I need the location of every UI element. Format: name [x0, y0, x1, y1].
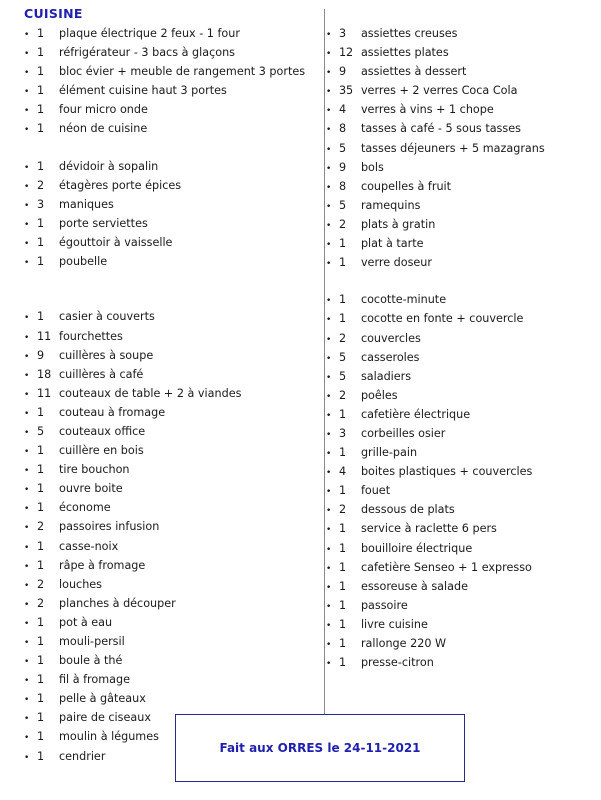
list-item	[24, 557, 308, 576]
item-label: cuillères à café	[59, 367, 144, 381]
item-quantity: 2	[37, 577, 45, 591]
item-label: essoreuse à salade	[360, 579, 468, 593]
item-quantity: 1	[37, 46, 45, 60]
item-quantity: 8	[338, 179, 347, 193]
list-item	[24, 158, 308, 177]
item-quantity: 5	[37, 424, 45, 438]
list-item	[326, 578, 591, 597]
item-label: râpe à fromage	[59, 558, 146, 572]
bullet-icon: •	[24, 125, 30, 136]
item-quantity: 1	[338, 237, 347, 251]
list-spacer	[24, 272, 308, 290]
item-quantity: 3	[338, 426, 347, 440]
list-item	[24, 347, 308, 366]
item-quantity: 1	[338, 522, 347, 536]
item-quantity: 1	[37, 654, 45, 668]
bullet-icon: •	[325, 506, 332, 517]
item-quantity: 3	[338, 27, 347, 40]
list-item	[326, 349, 591, 368]
list-item	[24, 423, 308, 442]
item-label: verres + 2 verres Coca Cola	[360, 84, 518, 98]
item-quantity: 1	[37, 255, 45, 269]
list-item	[24, 518, 308, 537]
bullet-icon: •	[325, 544, 332, 555]
item-label: plats à gratin	[360, 217, 436, 231]
item-label: bols	[360, 160, 384, 174]
item-label: ramequins	[360, 198, 421, 212]
item-label: ouvre boite	[59, 482, 123, 496]
bullet-icon: •	[24, 351, 30, 362]
list-item	[326, 540, 591, 559]
item-quantity: 1	[37, 159, 45, 173]
list-item	[326, 368, 591, 387]
list-item	[326, 216, 591, 235]
list-item	[24, 480, 308, 499]
bullet-icon: •	[325, 30, 332, 40]
item-label: fourchettes	[59, 329, 123, 343]
item-label: assiettes à dessert	[360, 65, 467, 79]
bullet-icon: •	[325, 449, 332, 460]
item-quantity: 1	[338, 293, 347, 307]
item-quantity: 1	[37, 635, 45, 648]
item-label: poubelle	[59, 255, 108, 269]
item-label: verres à vins + 1 chope	[360, 103, 494, 117]
list-item	[24, 538, 308, 557]
item-label: casier à couverts	[59, 310, 155, 324]
bullet-icon: •	[325, 49, 332, 60]
bullet-icon: •	[24, 599, 30, 610]
item-label: dessous de plats	[360, 503, 455, 517]
right-item-list	[326, 25, 591, 673]
bullet-icon: •	[325, 68, 332, 79]
bullet-icon: •	[24, 200, 30, 211]
list-item	[326, 635, 591, 654]
list-item	[326, 254, 591, 273]
list-item	[24, 633, 308, 652]
item-label: couteaux de table + 2 à viandes	[59, 386, 242, 400]
list-item	[326, 159, 591, 178]
list-item	[326, 559, 591, 578]
list-item	[326, 63, 591, 82]
item-label: boule à thé	[59, 654, 123, 668]
item-label: cuillère en bois	[59, 444, 144, 458]
item-quantity: 5	[338, 198, 347, 212]
bullet-icon: •	[24, 485, 30, 496]
item-quantity: 1	[37, 310, 45, 324]
item-quantity: 1	[37, 749, 45, 763]
item-quantity: 3	[37, 197, 45, 211]
item-quantity: 1	[338, 541, 347, 555]
list-item	[24, 366, 308, 385]
list-item	[326, 101, 591, 120]
item-label: poêles	[360, 388, 398, 402]
item-label: casseroles	[360, 350, 420, 364]
item-label: bouilloire électrique	[360, 541, 473, 555]
item-quantity: 1	[37, 711, 45, 725]
list-item	[326, 25, 591, 44]
bullet-icon: •	[325, 429, 332, 440]
item-quantity: 1	[37, 463, 45, 477]
item-quantity: 5	[338, 350, 347, 364]
item-label: corbeilles osier	[360, 426, 446, 440]
list-item	[24, 595, 308, 614]
item-label: égouttoir à vaisselle	[59, 236, 173, 250]
item-label: étagères porte épices	[59, 178, 182, 192]
bullet-icon: •	[325, 525, 332, 536]
item-quantity: 1	[37, 539, 45, 553]
item-label: passoire	[360, 598, 408, 612]
bullet-icon: •	[325, 640, 332, 650]
bullet-icon: •	[24, 162, 30, 173]
item-label: fil à fromage	[59, 673, 130, 687]
item-label: four micro onde	[59, 103, 148, 117]
item-quantity: 11	[37, 386, 52, 400]
bullet-icon: •	[24, 239, 30, 250]
list-item	[24, 253, 308, 272]
bullet-icon: •	[24, 219, 30, 230]
item-quantity: 1	[338, 598, 347, 612]
item-label: casse-noix	[59, 539, 119, 553]
bullet-icon: •	[24, 408, 30, 419]
bullet-icon: •	[24, 695, 30, 706]
bullet-icon: •	[24, 258, 30, 269]
item-label: couteaux office	[59, 424, 146, 438]
list-item	[326, 120, 591, 139]
bullet-icon: •	[24, 676, 30, 687]
list-item	[24, 196, 308, 215]
bullet-icon: •	[24, 181, 30, 192]
list-item	[24, 461, 308, 480]
left-column	[10, 25, 308, 767]
item-quantity: 5	[338, 141, 347, 155]
item-label: boites plastiques + couvercles	[360, 465, 533, 479]
list-item	[24, 308, 308, 327]
bullet-icon: •	[325, 468, 332, 479]
item-quantity: 2	[338, 503, 347, 517]
item-label: porte serviettes	[59, 216, 148, 230]
left-item-list	[24, 25, 308, 767]
item-quantity: 1	[37, 444, 45, 458]
item-label: fouet	[360, 484, 391, 498]
item-label: verre doseur	[360, 256, 432, 270]
item-quantity: 1	[37, 615, 45, 629]
bullet-icon: •	[24, 733, 30, 744]
bullet-icon: •	[325, 582, 332, 593]
item-label: rallonge 220 W	[360, 637, 447, 650]
right-column	[308, 25, 591, 673]
bullet-icon: •	[24, 657, 30, 668]
item-quantity: 4	[338, 465, 347, 479]
list-item	[326, 82, 591, 101]
item-quantity: 11	[37, 329, 52, 343]
item-quantity: 5	[338, 369, 347, 383]
bullet-icon: •	[325, 601, 332, 612]
bullet-icon: •	[24, 389, 30, 400]
item-label: plat à tarte	[360, 237, 424, 251]
item-label: économe	[59, 501, 111, 515]
list-item	[326, 406, 591, 425]
item-label: cuillères à soupe	[59, 348, 154, 362]
bullet-icon: •	[24, 30, 30, 40]
item-quantity: 2	[338, 388, 347, 402]
item-label: tasses déjeuners + 5 mazagrans	[360, 141, 545, 155]
bullet-icon: •	[24, 580, 30, 591]
item-quantity: 1	[37, 216, 45, 230]
bullet-icon: •	[325, 163, 332, 174]
bullet-icon: •	[24, 638, 30, 648]
item-label: grille-pain	[360, 446, 418, 460]
list-item	[326, 444, 591, 463]
item-label: louches	[59, 577, 102, 591]
bullet-icon: •	[24, 106, 30, 117]
bullet-icon: •	[325, 487, 332, 498]
list-spacer	[24, 140, 308, 158]
page-title: CUISINE	[24, 6, 83, 21]
list-item	[24, 101, 308, 120]
item-label: cocotte-minute	[360, 293, 447, 307]
item-label: plaque électrique 2 feux - 1 four	[59, 27, 240, 40]
item-quantity: 1	[338, 637, 347, 650]
list-item	[24, 499, 308, 518]
list-item	[326, 235, 591, 254]
bullet-icon: •	[325, 182, 332, 193]
bullet-icon: •	[325, 201, 332, 212]
item-label: tire bouchon	[59, 463, 130, 477]
item-quantity: 9	[338, 65, 347, 79]
item-label: planches à découper	[59, 596, 176, 610]
bullet-icon: •	[24, 313, 30, 324]
bullet-icon: •	[325, 259, 332, 270]
bullet-icon: •	[24, 49, 30, 60]
item-label: assiettes creuses	[360, 27, 458, 40]
list-item	[326, 482, 591, 501]
list-item	[24, 385, 308, 404]
bullet-icon: •	[24, 618, 30, 629]
item-quantity: 1	[37, 405, 45, 419]
item-quantity: 9	[338, 160, 347, 174]
item-label: couteau à fromage	[59, 405, 166, 419]
item-label: moulin à légumes	[59, 730, 159, 744]
item-label: passoires infusion	[59, 520, 160, 534]
item-label: bloc évier + meuble de rangement 3 portes	[59, 65, 306, 79]
bullet-icon: •	[24, 447, 30, 458]
list-item	[326, 597, 591, 616]
bullet-icon: •	[325, 391, 332, 402]
item-quantity: 35	[338, 84, 354, 98]
list-item	[24, 671, 308, 690]
item-label: réfrigérateur - 3 bacs à glaçons	[59, 46, 235, 60]
list-item	[24, 44, 308, 63]
item-quantity: 1	[37, 692, 45, 706]
bullet-icon: •	[325, 87, 332, 98]
item-label: mouli-persil	[59, 635, 125, 648]
item-label: paire de ciseaux	[59, 711, 151, 725]
bullet-icon: •	[24, 714, 30, 725]
item-quantity: 1	[37, 558, 45, 572]
item-label: dévidoir à sopalin	[59, 159, 159, 173]
item-quantity: 1	[338, 256, 347, 270]
list-item	[326, 178, 591, 197]
bullet-icon: •	[24, 523, 30, 534]
bullet-icon: •	[325, 220, 332, 231]
bullet-icon: •	[325, 125, 332, 136]
item-quantity: 1	[37, 482, 45, 496]
item-quantity: 1	[338, 579, 347, 593]
list-item	[326, 291, 591, 310]
item-label: assiettes plates	[360, 46, 449, 60]
item-quantity: 1	[338, 560, 347, 574]
list-item	[326, 387, 591, 406]
bullet-icon: •	[325, 144, 332, 155]
bullet-icon: •	[325, 659, 332, 670]
item-quantity: 2	[338, 217, 347, 231]
list-item	[326, 616, 591, 635]
list-item	[24, 404, 308, 423]
bullet-icon: •	[24, 87, 30, 98]
item-label: cafetière Senseo + 1 expresso	[360, 560, 532, 574]
bullet-icon: •	[24, 542, 30, 553]
bullet-icon: •	[325, 106, 332, 117]
bullet-icon: •	[325, 315, 332, 326]
bullet-icon: •	[325, 372, 332, 383]
bullet-icon: •	[24, 427, 30, 438]
list-item	[24, 234, 308, 253]
list-item	[24, 63, 308, 82]
item-quantity: 1	[338, 484, 347, 498]
item-quantity: 18	[37, 367, 52, 381]
item-label: presse-citron	[360, 656, 434, 670]
item-quantity: 1	[37, 673, 45, 687]
item-quantity: 12	[338, 46, 354, 60]
item-quantity: 1	[338, 656, 347, 670]
item-label: maniques	[59, 197, 114, 211]
list-item	[326, 501, 591, 520]
item-quantity: 9	[37, 348, 45, 362]
item-quantity: 1	[338, 407, 347, 421]
list-item	[326, 44, 591, 63]
item-quantity: 1	[37, 103, 45, 117]
list-item	[326, 520, 591, 539]
item-label: élément cuisine haut 3 portes	[59, 84, 227, 98]
list-item	[326, 463, 591, 482]
item-label: service à raclette 6 pers	[360, 522, 497, 536]
list-item	[24, 690, 308, 709]
list-item	[24, 442, 308, 461]
list-item	[24, 177, 308, 196]
bullet-icon: •	[325, 563, 332, 574]
bullet-icon: •	[24, 504, 30, 515]
list-item	[24, 120, 308, 139]
item-label: livre cuisine	[360, 617, 428, 631]
item-label: cendrier	[59, 749, 106, 763]
item-quantity: 2	[37, 178, 45, 192]
item-label: pelle à gâteaux	[59, 692, 146, 706]
list-item	[24, 652, 308, 671]
list-item	[24, 576, 308, 595]
list-item	[24, 614, 308, 633]
bullet-icon: •	[24, 68, 30, 79]
list-spacer	[24, 290, 308, 308]
item-quantity: 2	[37, 596, 45, 610]
item-quantity: 2	[37, 520, 45, 534]
list-item	[326, 310, 591, 329]
item-label: pot à eau	[59, 615, 113, 629]
footer-text: Fait aux ORRES le 24-11-2021	[219, 741, 421, 755]
list-item	[24, 82, 308, 101]
item-quantity: 1	[338, 446, 347, 460]
item-quantity: 1	[37, 236, 45, 250]
list-item	[326, 197, 591, 216]
bullet-icon: •	[325, 353, 332, 364]
list-item	[24, 25, 308, 44]
item-quantity: 8	[338, 122, 347, 136]
item-label: saladiers	[360, 369, 412, 383]
item-label: cocotte en fonte + couvercle	[360, 312, 524, 326]
bullet-icon: •	[24, 370, 30, 381]
item-quantity: 1	[37, 122, 45, 136]
list-spacer	[326, 273, 591, 291]
bullet-icon: •	[325, 296, 332, 307]
footer-box	[175, 714, 465, 782]
bullet-icon: •	[24, 752, 30, 763]
item-quantity: 1	[37, 730, 45, 744]
bullet-icon: •	[325, 240, 332, 251]
item-quantity: 1	[338, 617, 347, 631]
item-quantity: 1	[37, 27, 45, 40]
column-divider	[324, 9, 325, 715]
bullet-icon: •	[24, 561, 30, 572]
list-item	[326, 330, 591, 349]
item-label: couvercles	[360, 331, 421, 345]
list-item	[326, 654, 591, 673]
bullet-icon: •	[24, 466, 30, 477]
item-label: néon de cuisine	[59, 122, 148, 136]
item-quantity: 4	[338, 103, 347, 117]
list-item	[24, 328, 308, 347]
item-label: tasses à café - 5 sous tasses	[360, 122, 521, 136]
list-item	[326, 425, 591, 444]
bullet-icon: •	[325, 410, 332, 421]
item-quantity: 2	[338, 331, 347, 345]
item-label: cafetière électrique	[360, 407, 471, 421]
bullet-icon: •	[325, 620, 332, 631]
item-quantity: 1	[338, 312, 347, 326]
list-item	[326, 140, 591, 159]
bullet-icon: •	[24, 332, 30, 343]
item-quantity: 1	[37, 65, 45, 79]
bullet-icon: •	[325, 334, 332, 345]
list-item	[24, 215, 308, 234]
item-quantity: 1	[37, 501, 45, 515]
item-quantity: 1	[37, 84, 45, 98]
item-label: coupelles à fruit	[360, 179, 452, 193]
